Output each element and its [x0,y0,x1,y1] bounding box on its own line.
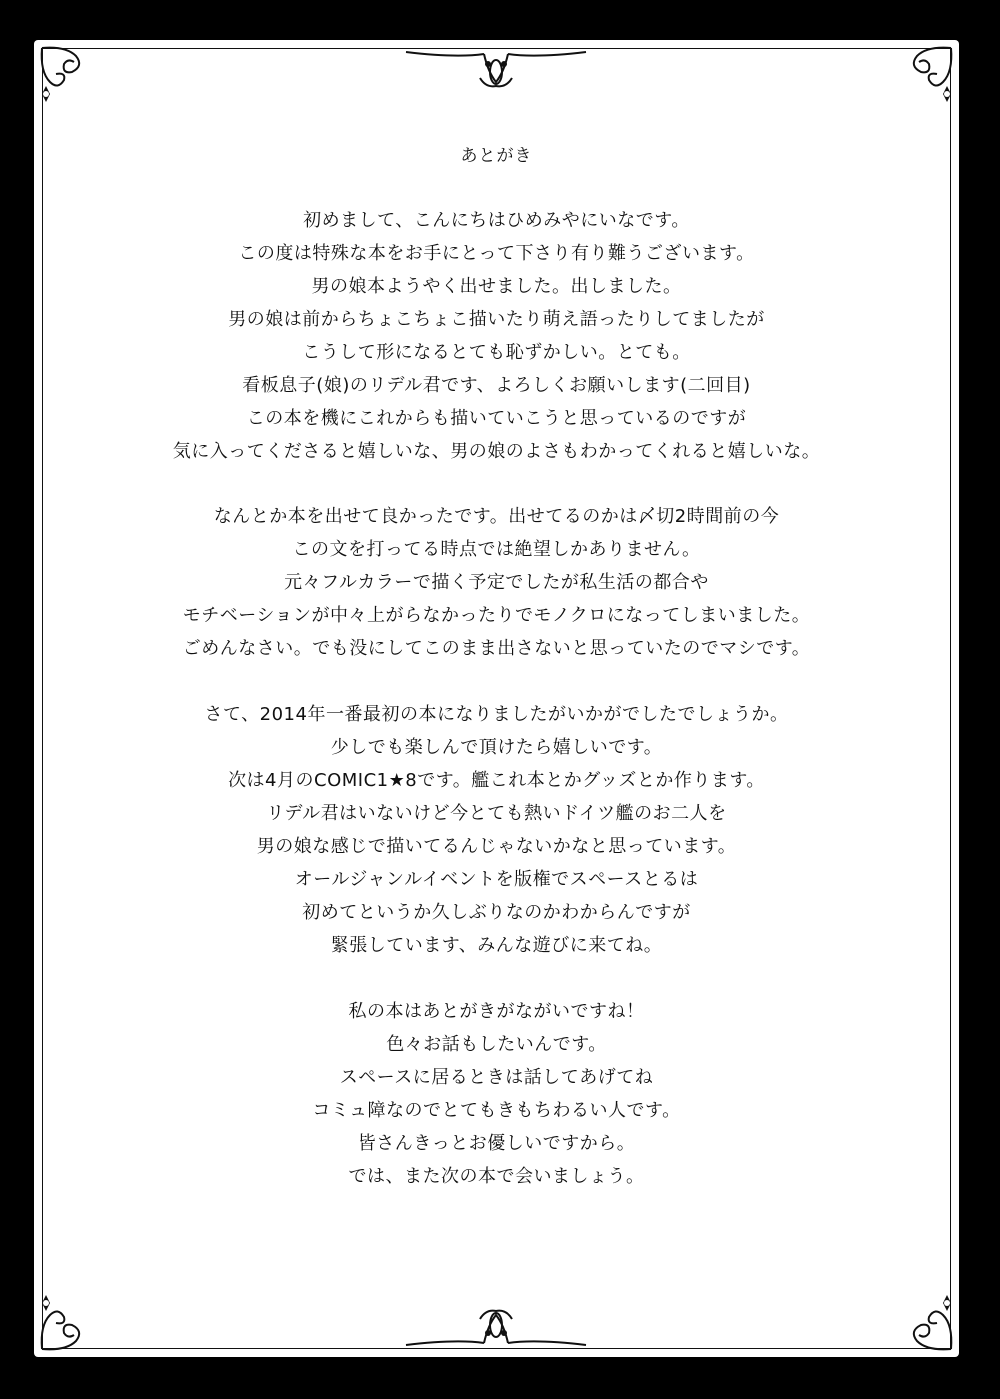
text-line: オールジャンルイベントを版権でスペースとるは [294,869,699,890]
text-line: 看板息子(娘)のリデル君です、よろしくお願いします(二回目) [242,375,751,396]
text-line: さて、2014年一番最初の本になりましたがいかがでしたでしょうか。 [204,704,789,725]
flourish-corner-icon [897,1285,957,1355]
text-line: 男の娘は前からちょこちょこ描いたり萌え語ったりしてましたが [228,309,765,330]
text-line: ごめんなさい。でも没にしてこのまま出さないと思っていたのでマシです。 [182,638,811,659]
text-line: この文を打ってる時点では絶望しかありません。 [292,539,701,560]
text-line: この度は特殊な本をお手にとって下さり有り難うございます。 [238,243,755,264]
page-heading: あとがき [460,146,533,166]
text-line: 私の本はあとがきがながいですね！ [348,1001,645,1022]
text-line: 男の娘な感じで描いてるんじゃないかなと思っています。 [256,836,737,857]
text-line: こうして形になるとても恥ずかしい。とても。 [302,342,691,363]
text-line: 色々お話もしたいんです。 [386,1034,607,1055]
text-line: コミュ障なのでとてもきもちわるい人です。 [312,1100,681,1121]
text-line: モチベーションが中々上がらなかったりでモノクロになってしまいました。 [182,605,811,626]
page-frame [34,40,959,1357]
flourish-corner-icon [897,42,957,112]
text-line: では、また次の本で会いましょう。 [348,1166,645,1187]
text-line: 元々フルカラーで描く予定でしたが私生活の都合や [284,572,709,593]
text-line: 男の娘本ようやく出せました。出しました。 [311,276,682,297]
text-line: 気に入ってくださると嬉しいな、男の娘のよさもわかってくれると嬉しいな。 [172,441,821,462]
text-line: なんとか本を出せて良かったです。出せてるのかは〆切2時間前の今 [213,506,780,527]
text-line: 緊張しています、みんな遊びに来てね。 [330,935,663,956]
flourish-center-icon [396,42,596,94]
text-line: 皆さんきっとお優しいですから。 [357,1133,636,1154]
text-line: この本を機にこれからも描いていこうと思っているのですが [246,408,747,429]
text-line: スペースに居るときは話してあげてね [339,1067,654,1088]
text-line: 初めてというか久しぶりなのかわからんですが [302,902,691,923]
flourish-corner-icon [36,1285,96,1355]
text-line: 初めまして、こんにちはひめみやにいなです。 [303,210,690,231]
text-line: 次は4月のCOMIC1★8です。艦これ本とかグッズとか作ります。 [228,770,765,791]
flourish-corner-icon [36,42,96,112]
text-line: リデル君はいないけど今とても熱いドイツ艦のお二人を [266,803,727,824]
flourish-center-icon [396,1303,596,1355]
text-line: 少しでも楽しんで頂けたら嬉しいです。 [330,737,663,758]
